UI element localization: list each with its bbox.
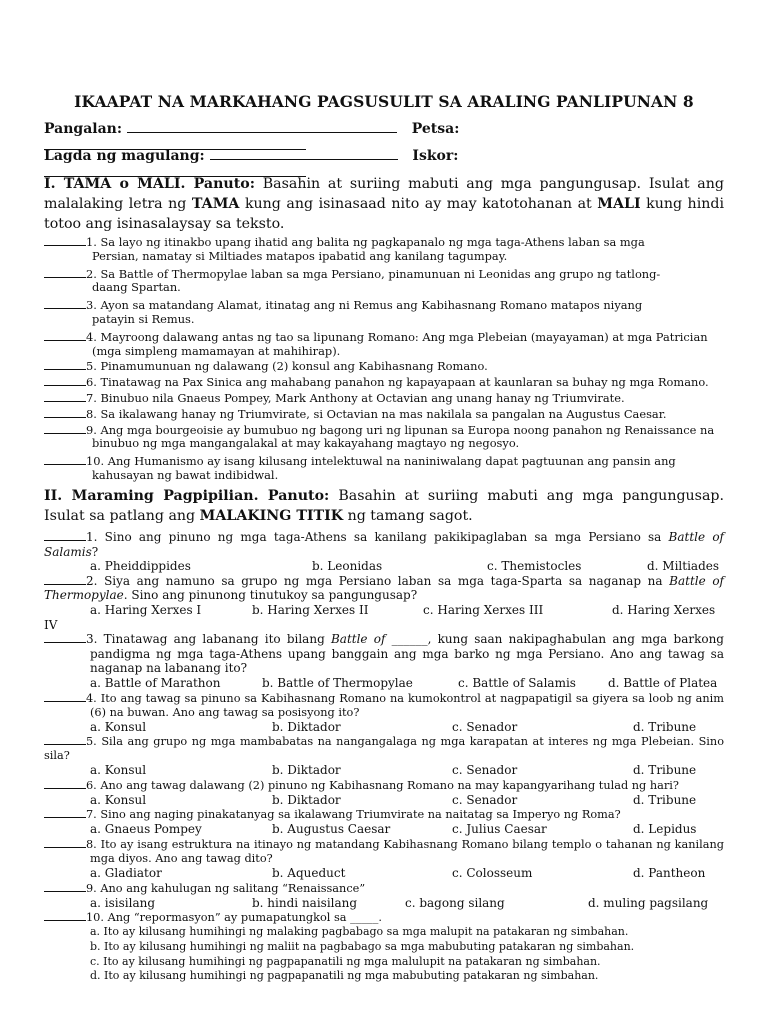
mc-question-10 [44, 910, 724, 925]
answer-blank[interactable] [44, 881, 86, 892]
tf-item-2 [44, 267, 724, 296]
option-a[interactable]: a. isisilang [90, 895, 156, 910]
item-text: Pinamumunuan ng dalawang (2) konsul ang Kabihasnang Romano. [100, 359, 488, 374]
option-a[interactable]: a. Konsul [90, 719, 147, 734]
option-b[interactable]: b. Battle of Thermopylae [262, 675, 413, 690]
answer-blank[interactable] [44, 837, 86, 848]
mc-options-5 [44, 763, 724, 778]
answer-blank[interactable] [44, 807, 86, 818]
item-text-cont: Persian, namatay si Miltiades matapos ipabatid ang kanilang tagumpay. [92, 248, 508, 263]
item-number: 6. [86, 375, 97, 390]
item-number: 10. [86, 454, 105, 469]
option-c[interactable]: c. Ito ay kilusang humihingi ng pagpapanatili ng mga malulupit na patakaran ng simbahan. [90, 954, 601, 968]
option-d[interactable]: d. Tribune [633, 792, 697, 807]
option-b[interactable]: b. Aqueduct [272, 865, 346, 880]
option-b[interactable]: b. Augustus Caesar [272, 822, 391, 837]
option-c[interactable]: c. Senador [452, 763, 518, 778]
answer-blank[interactable] [44, 734, 86, 745]
part1-instr-c: kung hindi totoo ang isinasalaysay sa teksto. [44, 196, 724, 232]
page-title: IKAAPAT NA MARKAHANG PAGSUSULIT SA ARALING PANLIPUNAN 8 [74, 92, 694, 111]
item-text: Tinatawag na Pax Sinica ang mahabang panahon ng kapayapaan at kaunlaran sa buhay ng mga Romano. [100, 375, 709, 390]
answer-blank[interactable] [44, 423, 86, 434]
answer-blank[interactable] [44, 574, 86, 585]
mc-question-5 [44, 734, 724, 763]
part2-heading: II. Maraming Pagpipilian. Panuto: [44, 488, 330, 504]
item-number: 8. [86, 406, 97, 421]
question-text: Sila ang grupo ng mga mambabatas na nangangalaga ng mga karapatan at interes ng mga Plebeian. Sino sila? [44, 735, 724, 763]
mc-options-8 [44, 866, 724, 881]
part2-instructions [44, 486, 724, 526]
answer-blank[interactable] [44, 632, 86, 643]
question-text: Tinatawag ang labanang ito bilang [103, 632, 325, 647]
mc-options-2 [44, 603, 724, 618]
tf-item-1 [44, 235, 724, 264]
question-text-cont: , kung saan nakipaghabulan ang mga barkong pandigma ng mga taga-Athens upang banggain ang mga barko ng mga Persiano. Ano ang tawag sa naganap na labanang ito? [90, 632, 724, 676]
item-text: Ayon sa matandang Alamat, itinatag ang ni Remus ang Kabihasnang Romano matapos niyang [100, 298, 643, 313]
tf-item-7 [44, 391, 724, 406]
tf-item-4 [44, 330, 724, 359]
score-label: Iskor: [412, 148, 459, 164]
mc-options-4 [44, 720, 724, 735]
question-number: 1. [86, 530, 98, 544]
option-a[interactable]: a. Gnaeus Pompey [90, 822, 202, 837]
parent-signature-line[interactable] [210, 147, 398, 160]
option-c[interactable]: c. Senador [452, 719, 518, 734]
mali-keyword: MALI [597, 196, 641, 212]
item-text-cont: binubuo ng mga mangangalakal at may kakayahang magtayo ng negosyo. [92, 436, 520, 451]
option-d[interactable]: d. Lepidus [633, 822, 697, 837]
option-d[interactable]: d. Tribune [633, 763, 697, 778]
option-c[interactable]: c. Haring Xerxes III [423, 602, 544, 617]
mc-question-6 [44, 778, 724, 793]
option-b[interactable]: b. Leonidas [312, 559, 383, 574]
item-number: 2. [86, 266, 97, 281]
question-number: 5. [86, 735, 97, 749]
answer-blank[interactable] [44, 454, 86, 465]
mc-question-3 [44, 632, 724, 676]
mc-question-9 [44, 881, 724, 896]
tf-item-8 [44, 407, 724, 422]
option-c[interactable]: c. Themistocles [487, 559, 582, 574]
option-d-wrap: IV [44, 617, 58, 632]
question-text: Sino ang naging pinakatanyag sa ikalawang Triumvirate na naitatag sa Imperyo ng Roma? [100, 808, 621, 822]
option-d[interactable]: d. muling pagsilang [588, 895, 709, 910]
item-text: Sa Battle of Thermopylae laban sa mga Persiano, pinamunuan ni Leonidas ang grupo ng tatlong- [100, 266, 661, 281]
answer-blank[interactable] [44, 407, 86, 418]
answer-blank[interactable] [44, 267, 86, 278]
option-a[interactable]: a. Gladiator [90, 865, 162, 880]
question-text: Sino ang pinuno ng mga taga-Athens sa kanilang pakikipaglaban sa mga Persiano sa [104, 530, 662, 544]
option-a[interactable]: a. Konsul [90, 792, 147, 807]
mc-question-7 [44, 807, 724, 822]
answer-blank[interactable] [44, 530, 86, 541]
option-c[interactable]: c. bagong silang [405, 895, 505, 910]
tf-item-9 [44, 423, 724, 452]
option-a[interactable]: a. Ito ay kilusang humihingi ng malaking pagbabago sa mga malupit na patakaran ng simbahan. [90, 925, 629, 939]
part1-instr-b: kung ang isinasaad nito ay may katotohanan at [244, 196, 592, 212]
part2-instr-b: ng tamang sagot. [347, 508, 473, 524]
option-b[interactable]: b. hindi naisilang [252, 895, 358, 910]
mc-question-4 [44, 691, 724, 720]
answer-blank[interactable] [44, 375, 86, 386]
answer-blank[interactable] [44, 235, 86, 246]
mc-options-9 [44, 896, 724, 911]
mc-options-3 [44, 676, 724, 691]
question-text: Ito ay isang estruktura na itinayo ng matandang Kabihasnang Romano bilang templo o tahanan ng kanilang mga diyos. Ano ang tawag dito? [90, 837, 724, 865]
parent-signature-label: Lagda ng magulang: [44, 148, 205, 164]
item-number: 7. [86, 390, 97, 405]
question-number: 10. [86, 911, 104, 925]
item-text-cont: daang Spartan. [92, 280, 181, 295]
mc-options-7 [44, 822, 724, 837]
item-number: 5. [86, 359, 97, 374]
tf-item-6 [44, 375, 724, 390]
question-number: 6. [86, 778, 97, 792]
answer-blank[interactable] [44, 778, 86, 789]
date-label: Petsa: [411, 121, 460, 137]
item-text: Sa layo ng itinakbo upang ihatid ang balita ng pagkapanalo ng mga taga-Athens laban sa mga [100, 235, 645, 249]
question-number: 8. [86, 837, 97, 851]
question-text: Ang “repormasyon” ay pumapatungkol sa _____. [107, 911, 382, 925]
item-text: Sa ikalawang hanay ng Triumvirate, si Octavian na mas nakilala sa pangalan na Augustus Caesar. [100, 406, 667, 421]
mc-question-2 [44, 574, 724, 603]
option-a[interactable]: a. Battle of Marathon [90, 675, 221, 690]
question-number: 2. [86, 573, 98, 588]
question-number: 9. [86, 881, 97, 895]
question-number: 3. [86, 632, 98, 647]
mc-options-1 [44, 559, 724, 574]
item-text-cont: (mga simpleng mamamayan at mahihirap). [92, 343, 341, 358]
option-d[interactable]: d. Tribune [633, 719, 697, 734]
tf-item-10 [44, 454, 724, 483]
answer-blank[interactable] [44, 391, 86, 402]
question-number: 4. [86, 691, 97, 705]
item-number: 9. [86, 422, 97, 437]
name-line[interactable] [127, 120, 397, 133]
option-c[interactable]: c. Colosseum [452, 865, 533, 880]
item-number: 1. [86, 235, 97, 249]
question-italic: Battle of Salamis [44, 530, 724, 559]
option-c[interactable]: c. Senador [452, 792, 518, 807]
part2-instr-a: Basahin at suriing mabuti ang mga pangungusap. Isulat sa patlang ang [44, 488, 725, 524]
item-text: Binubuo nila Gnaeus Pompey, Mark Anthony at Octavian ang unang hanay ng Triumvirate. [100, 390, 625, 405]
mc-options-6 [44, 793, 724, 808]
question-italic: Battle of ______ [330, 632, 428, 647]
malaking-titik-keyword: MALAKING TITIK [199, 508, 344, 524]
option-b[interactable]: b. Diktador [272, 719, 341, 734]
name-label: Pangalan: [44, 121, 122, 137]
option-d[interactable]: d. Battle of Platea [608, 675, 718, 690]
option-d[interactable]: d. Ito ay kilusang humihingi ng pagpapanatili ng mga mabubuting patakaran ng simbahan. [90, 969, 599, 983]
tf-item-5 [44, 359, 724, 374]
question-text: Ano ang tawag dalawang (2) pinuno ng Kabihasnang Romano na may kapangyarihang tulad ng hari? [100, 778, 679, 792]
part1-heading: I. TAMA o MALI. Panuto: [44, 176, 255, 192]
option-c[interactable]: c. Battle of Salamis [458, 675, 576, 690]
option-b[interactable]: b. Haring Xerxes II [252, 602, 369, 617]
option-a[interactable]: a. Konsul [90, 763, 147, 778]
item-text: Ang Humanismo ay isang kilusang intelektuwal na naniniwalang dapat pagtuunan ang pansin ang [107, 454, 676, 469]
option-b[interactable]: b. Diktador [272, 763, 341, 778]
mc-question-8 [44, 837, 724, 866]
item-text: Mayroong dalawang antas ng tao sa lipunang Romano: Ang mga Plebeian (mayayaman) at mga Patrician [100, 329, 708, 344]
option-a[interactable]: a. Haring Xerxes I [90, 602, 202, 617]
part1-instructions [44, 174, 724, 234]
tf-item-3 [44, 298, 724, 327]
part1-items [44, 235, 724, 483]
item-text: Ang mga bourgeoisie ay bumubuo ng bagong uri ng lipunan sa Europa noong panahon ng Renaissance na [100, 422, 715, 437]
option-d[interactable]: d. Haring Xerxes [612, 602, 716, 617]
part2-questions [44, 530, 724, 984]
answer-blank[interactable] [44, 330, 86, 341]
answer-blank[interactable] [44, 298, 86, 309]
question-end: . Sino ang pinunong tinutukoy sa pangungusap? [123, 588, 418, 603]
option-b[interactable]: b. Ito ay kilusang humihingi ng maliit na pagbabago sa mga mabubuting patakaran ng simbahan. [90, 939, 635, 953]
option-d[interactable]: d. Pantheon [633, 865, 706, 880]
question-number: 7. [86, 808, 97, 822]
answer-blank[interactable] [44, 359, 86, 370]
question-text: Ano ang kahulugan ng salitang “Renaissance” [100, 881, 366, 895]
answer-blank[interactable] [44, 691, 86, 702]
item-number: 4. [86, 329, 97, 344]
answer-blank[interactable] [44, 910, 86, 921]
part1-instr-a: Basahin at suriing mabuti ang mga pangungusap. Isulat ang malalaking letra ng [44, 176, 724, 212]
tama-keyword: TAMA [191, 196, 240, 212]
option-a[interactable]: a. Pheiddippides [90, 559, 191, 574]
option-b[interactable]: b. Diktador [272, 792, 341, 807]
item-text-cont: patayin si Remus. [92, 311, 195, 326]
question-text: Ito ang tawag sa pinuno sa Kabihasnang Romano na kumokontrol at nagpapatigil sa giyera sa loob ng anim (6) na buwan. Ano ang tawag sa posisyong ito? [90, 691, 724, 719]
question-end: ? [91, 544, 99, 559]
item-text-cont: kahusayan ng bawat indibidwal. [92, 467, 279, 482]
question-text: Siya ang namuno sa grupo ng mga Persiano laban sa mga taga-Sparta sa naganap na [104, 573, 663, 588]
option-d[interactable]: d. Miltiades [647, 559, 720, 574]
item-number: 3. [86, 298, 97, 313]
option-c[interactable]: c. Julius Caesar [452, 822, 547, 837]
question-italic: Battle of Thermopylae [44, 573, 724, 603]
mc-question-1 [44, 530, 724, 559]
